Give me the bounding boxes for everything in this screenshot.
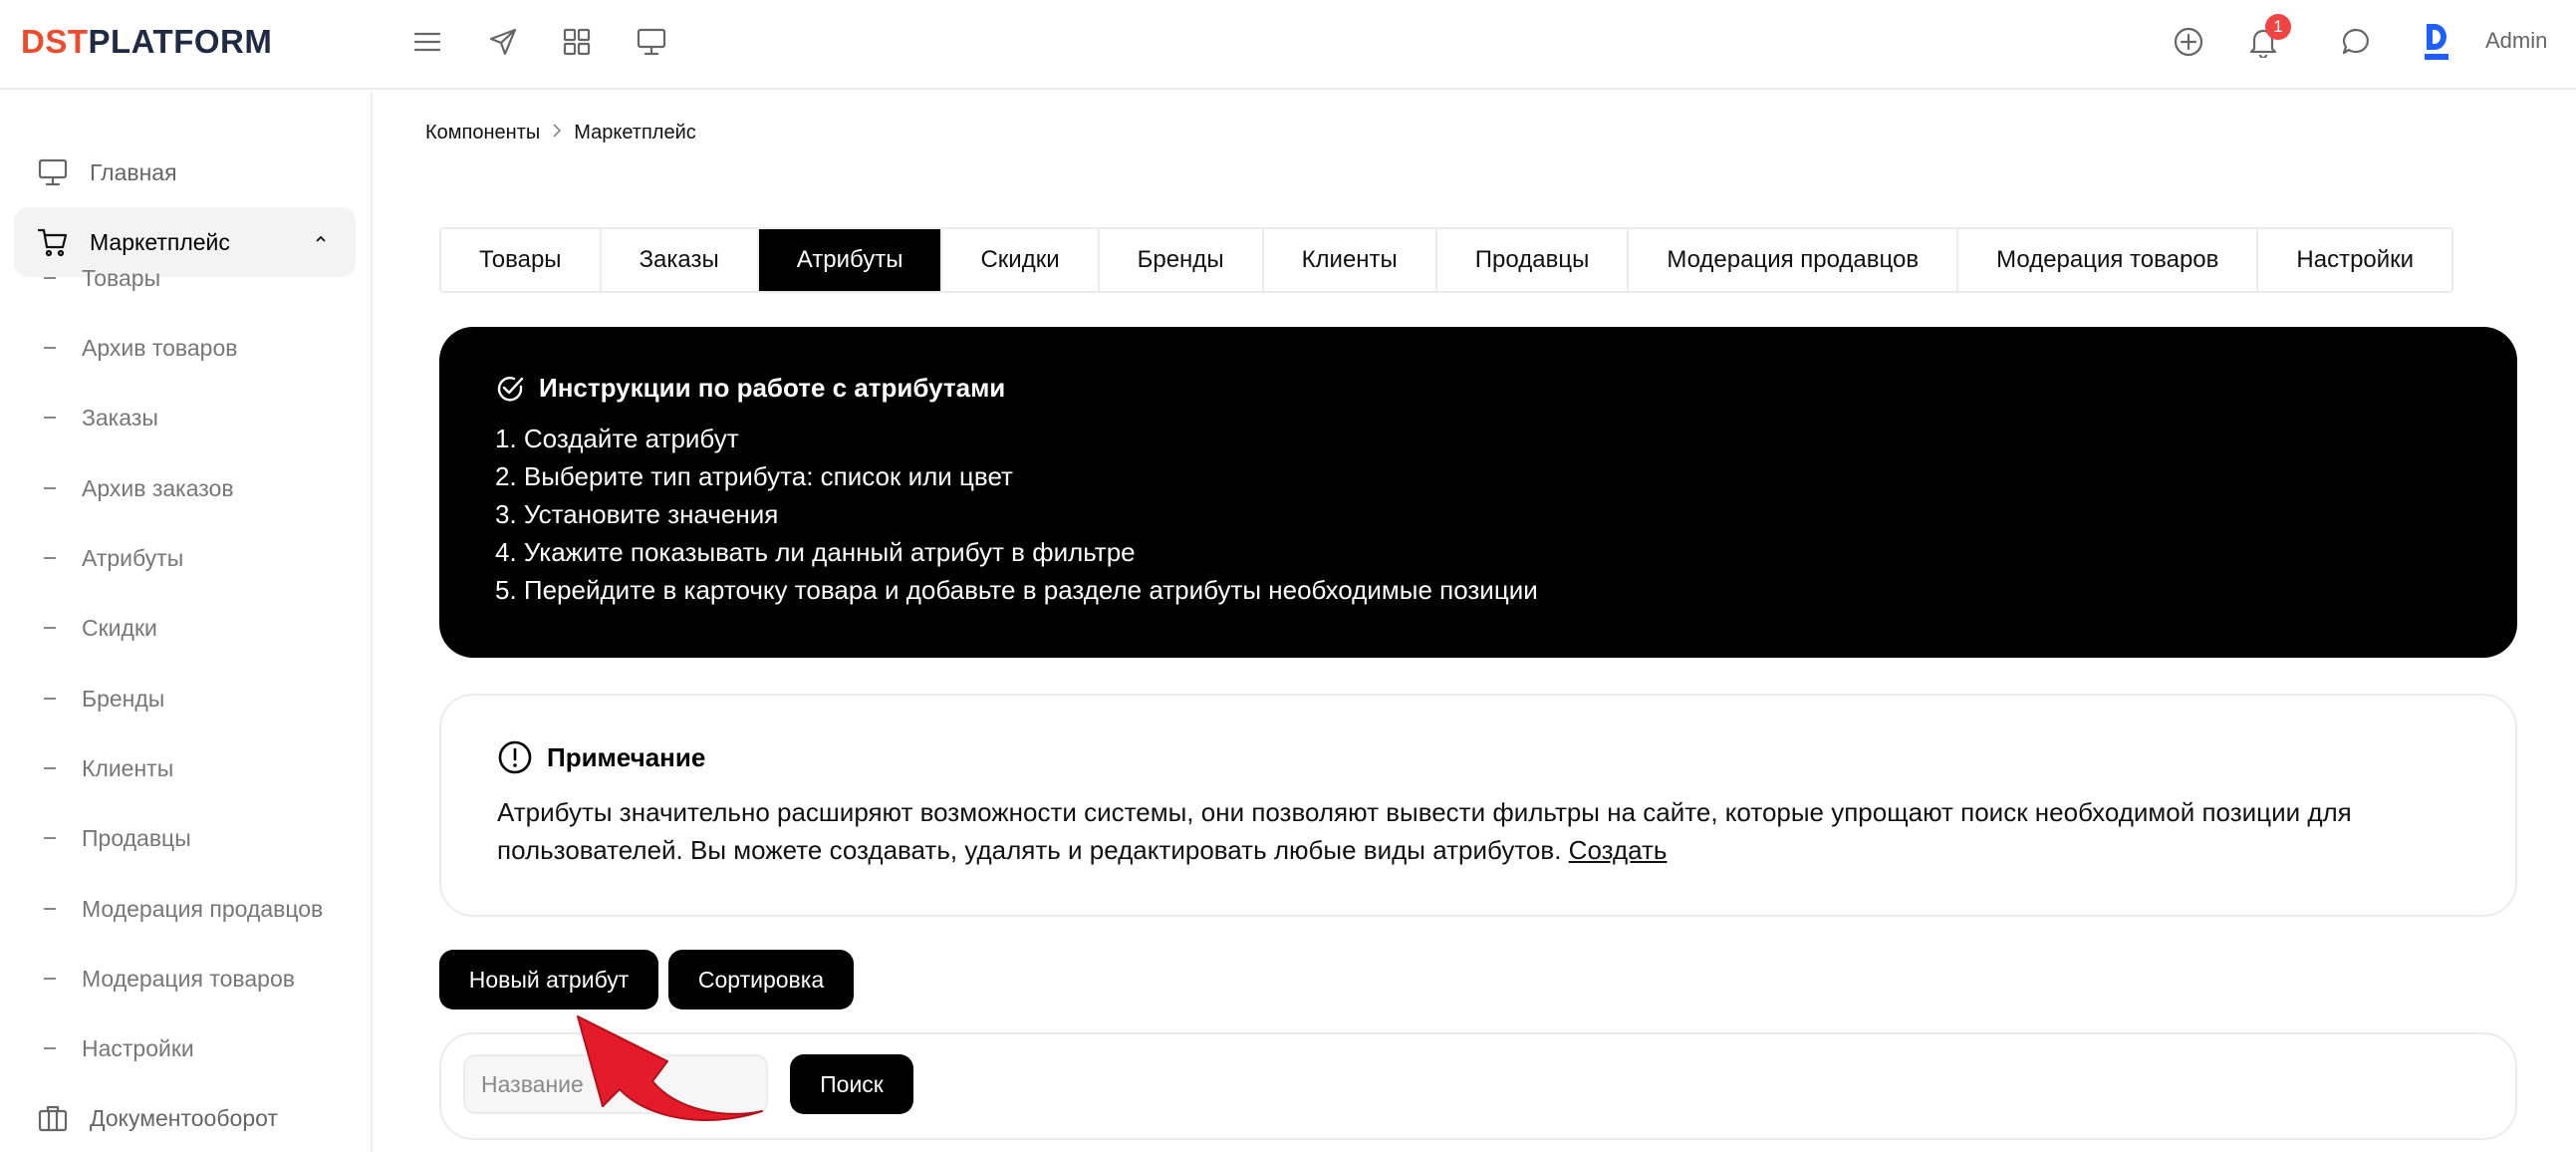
note-text-line: пользователей. Вы можете создавать, удалять и редактировать любые виды атрибутов.	[497, 835, 1562, 865]
sidebar-subitem-label: Архив товаров	[82, 334, 238, 361]
tab-sellers[interactable]: Продавцы	[1437, 229, 1630, 291]
tab-orders[interactable]: Заказы	[602, 229, 759, 291]
sidebar-subitem-label: Модерация товаров	[82, 965, 295, 992]
alert-circle-icon	[497, 739, 533, 775]
sidebar-subitem-label: Настройки	[82, 1034, 194, 1061]
sidebar-subitem-orders-archive[interactable]	[44, 468, 234, 508]
note-text-line: Атрибуты значительно расширяют возможности системы, они позволяют вывести фильтры на сайте, которые упрощают поиск необходимой позиции для	[497, 797, 2352, 827]
sidebar-subitem-attributes[interactable]	[44, 538, 183, 578]
send-icon[interactable]	[483, 22, 523, 62]
create-link[interactable]: Создать	[1568, 835, 1668, 865]
instruction-step: 5. Перейдите в карточку товара и добавьте в разделе атрибуты необходимые позиции	[495, 575, 1538, 605]
logo[interactable]	[21, 22, 272, 62]
chevron-up-icon[interactable]	[314, 231, 328, 249]
tab-product-moderation[interactable]: Модерация товаров	[1958, 229, 2258, 291]
brand-d-icon[interactable]	[2417, 22, 2456, 62]
tab-clients[interactable]: Клиенты	[1264, 229, 1437, 291]
instruction-step: 1. Создайте атрибут	[495, 424, 739, 453]
instructions-title: Инструкции по работе с атрибутами	[539, 373, 1006, 403]
grid-icon[interactable]	[557, 22, 597, 62]
instruction-step: 4. Укажите показывать ли данный атрибут в фильтре	[495, 537, 1136, 567]
menu-icon[interactable]	[407, 22, 447, 62]
note-title: Примечание	[547, 741, 706, 772]
top-header	[0, 0, 2576, 90]
sidebar-subitem-settings[interactable]	[44, 1028, 194, 1068]
tab-brands[interactable]: Бренды	[1100, 229, 1264, 291]
note-heading	[497, 739, 2459, 775]
search-button[interactable]: Поиск	[790, 1054, 913, 1114]
sidebar-subitem-discounts[interactable]	[44, 608, 157, 648]
sidebar-item-documents[interactable]	[14, 1083, 356, 1152]
user-name[interactable]: Admin	[2485, 28, 2548, 53]
instructions-list	[495, 420, 2461, 609]
briefcase-icon	[36, 1101, 70, 1135]
sidebar-subitem-label: Заказы	[82, 404, 158, 431]
monitor-icon	[36, 155, 70, 189]
sidebar-item-label: Документооборот	[90, 1104, 278, 1131]
check-circle-icon	[495, 374, 525, 404]
sidebar-subitem-label: Модерация продавцов	[82, 895, 324, 922]
breadcrumb	[425, 122, 696, 144]
sidebar-subitem-products[interactable]	[44, 258, 160, 298]
sidebar-subitem-label: Продавцы	[82, 824, 191, 851]
note-text	[497, 793, 2459, 869]
instructions-panel	[439, 327, 2517, 658]
sidebar-subitem-product-moderation[interactable]	[44, 959, 295, 999]
breadcrumb-item-marketplace[interactable]: Маркетплейс	[574, 122, 696, 144]
sidebar	[0, 92, 373, 1152]
sidebar-subitem-products-archive[interactable]	[44, 328, 237, 368]
sidebar-subitem-label: Бренды	[82, 685, 165, 712]
tab-discounts[interactable]: Скидки	[942, 229, 1099, 291]
sidebar-subitem-clients[interactable]	[44, 748, 173, 788]
sidebar-subitem-label: Архив заказов	[82, 474, 234, 501]
sidebar-item-label: Главная	[90, 158, 177, 185]
sidebar-item-label: Маркетплейс	[90, 228, 230, 255]
cart-icon	[36, 225, 70, 259]
sidebar-subitem-orders[interactable]	[44, 398, 158, 437]
tab-bar	[439, 227, 2453, 293]
sidebar-subitem-brands[interactable]	[44, 679, 164, 719]
tab-seller-moderation[interactable]: Модерация продавцов	[1629, 229, 1958, 291]
monitor-icon[interactable]	[632, 22, 671, 62]
sidebar-subitem-label: Скидки	[82, 614, 157, 641]
instructions-heading	[495, 373, 2461, 404]
note-panel	[439, 694, 2517, 917]
tab-settings[interactable]: Настройки	[2296, 246, 2415, 273]
chevron-right-icon	[552, 122, 562, 144]
logo-prefix: DST	[21, 23, 89, 60]
instruction-step: 2. Выберите тип атрибута: список или цвет	[495, 461, 1013, 491]
plus-circle-icon[interactable]	[2169, 22, 2208, 62]
tab-products[interactable]: Товары	[441, 229, 602, 291]
sidebar-subitem-label: Атрибуты	[82, 544, 184, 571]
annotation-arrow-icon	[558, 1002, 767, 1126]
sidebar-subitem-sellers[interactable]	[44, 818, 191, 858]
sidebar-subitem-label: Товары	[82, 264, 161, 291]
sidebar-subitem-label: Клиенты	[82, 754, 174, 781]
sidebar-item-home[interactable]	[14, 138, 356, 207]
new-attribute-button[interactable]: Новый атрибут	[439, 950, 658, 1009]
logo-suffix: PLATFORM	[88, 23, 273, 60]
sort-button[interactable]: Сортировка	[668, 950, 854, 1009]
chat-icon[interactable]	[2336, 22, 2376, 62]
breadcrumb-item-components[interactable]: Компоненты	[425, 122, 541, 144]
notification-badge: 1	[2265, 14, 2291, 40]
instruction-step: 3. Установите значения	[495, 499, 779, 529]
sidebar-subitem-seller-moderation[interactable]	[44, 889, 323, 929]
tab-attributes[interactable]: Атрибуты	[759, 229, 943, 291]
